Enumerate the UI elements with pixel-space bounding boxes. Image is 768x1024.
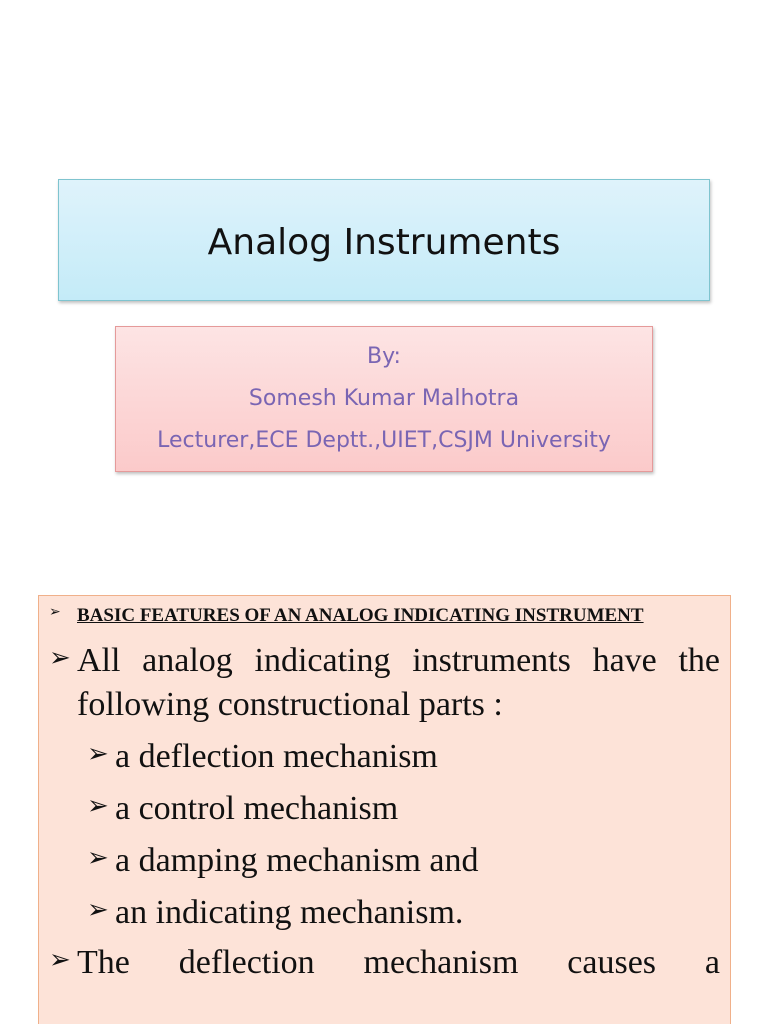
author-box [115,326,653,472]
intro-text: All analog indicating instruments have the following constructional parts : [77,642,720,723]
section-heading: BASIC FEATURES OF AN ANALOG INDICATING INSTRUMENT [77,605,644,626]
part-indicating: an indicating mechanism. [115,894,464,931]
part-control: a control mechanism [115,790,399,827]
part-damping: a damping mechanism and [115,842,479,879]
list-item [87,839,720,883]
next-paragraph [49,941,720,985]
by-label: By: [367,344,401,369]
arrow-bullet-icon: ➢ [49,643,71,672]
next-paragraph-text: The deflection mechanism causes a [77,944,720,981]
list-item [87,735,720,779]
arrow-bullet-icon: ➢ [87,895,109,924]
content-slide [38,595,731,1024]
author-affiliation: Lecturer,ECE Deptt.,UIET,CSJM University [157,428,611,453]
arrow-bullet-icon: ➢ [87,791,109,820]
author-name: Somesh Kumar Malhotra [248,386,520,411]
heading-row [49,602,720,629]
arrow-bullet-icon: ➢ [49,605,61,620]
list-item [87,787,720,831]
arrow-bullet-icon: ➢ [87,739,109,768]
arrow-bullet-icon: ➢ [87,843,109,872]
slide-title: Analog Instruments [207,221,561,263]
title-box [58,179,710,301]
list-item [87,891,720,935]
intro-paragraph [49,639,720,727]
part-deflection: a deflection mechanism [115,738,438,775]
arrow-bullet-icon: ➢ [49,945,71,974]
